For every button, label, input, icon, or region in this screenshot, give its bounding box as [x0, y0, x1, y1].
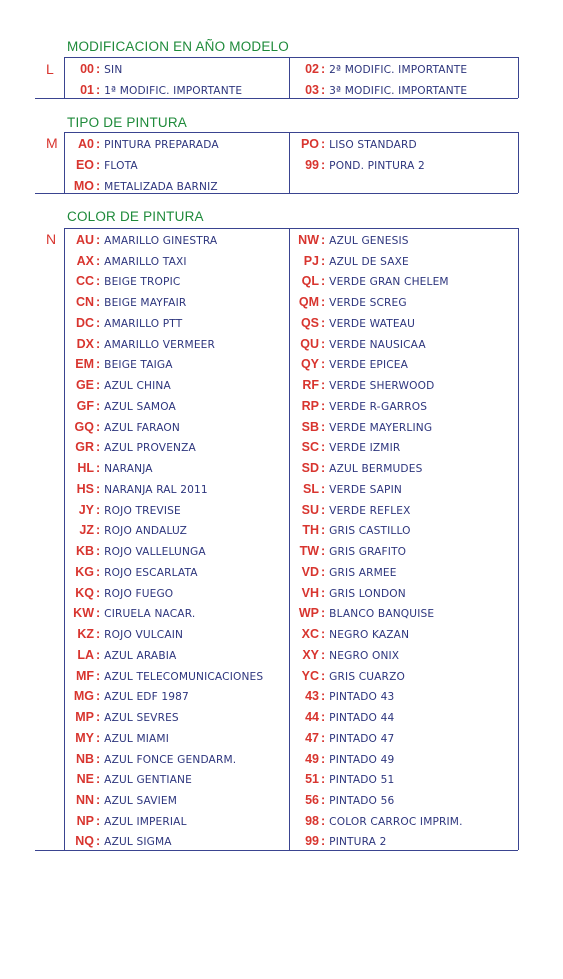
code-description: VERDE EPICEA [329, 359, 409, 371]
code-separator: : [321, 586, 326, 600]
section-letter-tipo: M [46, 135, 58, 151]
code-entry [70, 602, 195, 622]
code-description: NEGRO KAZAN [329, 629, 410, 641]
code-entry [294, 789, 394, 809]
code-separator: : [321, 731, 326, 745]
code-separator: : [321, 83, 326, 97]
code-description: AZUL BERMUDES [329, 463, 423, 475]
code-description: VERDE WATEAU [329, 318, 415, 330]
code-separator: : [96, 83, 101, 97]
code-separator: : [321, 710, 326, 724]
code-separator: : [96, 316, 101, 330]
code-entry [70, 291, 186, 311]
color-code: KQ [75, 586, 94, 600]
color-code: AU [75, 233, 94, 247]
code-entry [70, 79, 242, 99]
frame-right-tipo [518, 132, 519, 193]
color-code: XY [302, 648, 319, 662]
frame-left-modificacion [64, 57, 65, 98]
code-entry [294, 685, 394, 705]
color-code: 47 [305, 731, 319, 745]
code-description: PINTADO 51 [329, 774, 395, 786]
code-separator: : [96, 814, 101, 828]
color-code: NN [75, 793, 94, 807]
code-description: AZUL SAMOA [104, 401, 176, 413]
color-code: LA [77, 648, 94, 662]
code-entry [294, 374, 434, 394]
code-description: AZUL GENTIANE [104, 774, 192, 786]
code-entry [294, 810, 463, 830]
code-entry [70, 685, 189, 705]
color-code: NP [76, 814, 94, 828]
color-code: KW [73, 606, 94, 620]
color-code: HL [77, 461, 94, 475]
code-description: AZUL PROVENZA [104, 442, 196, 454]
code-separator: : [321, 523, 326, 537]
color-code: YC [301, 669, 319, 683]
frame-left-color [64, 228, 65, 850]
code-separator: : [321, 399, 326, 413]
color-code: CN [75, 295, 94, 309]
color-code: QS [300, 316, 319, 330]
code-description: AZUL ARABIA [104, 650, 177, 662]
frame-left-tipo [64, 132, 65, 193]
code-description: POND. PINTURA 2 [329, 160, 425, 172]
color-code: XC [301, 627, 319, 641]
frame-right-modificacion [518, 57, 519, 98]
color-code: KB [75, 544, 94, 558]
code-entry [294, 602, 434, 622]
code-separator: : [321, 316, 326, 330]
section-title-tipo: TIPO DE PINTURA [67, 115, 188, 130]
color-code: 01 [80, 83, 94, 97]
code-entry [294, 830, 386, 850]
color-code: SU [301, 503, 319, 517]
code-entry [70, 436, 196, 456]
code-description: VERDE SHERWOOD [329, 380, 435, 392]
code-separator: : [321, 357, 326, 371]
code-description: ROJO TREVISE [104, 505, 181, 517]
code-description: 1ª MODIFIC. IMPORTANTE [104, 85, 243, 97]
code-entry [294, 519, 411, 539]
color-code: DC [75, 316, 94, 330]
code-separator: : [96, 565, 101, 579]
code-separator: : [96, 586, 101, 600]
code-separator: : [96, 544, 101, 558]
code-description: AZUL SIGMA [104, 836, 172, 848]
code-entry [294, 748, 394, 768]
code-description: GRIS ARMEE [329, 567, 397, 579]
code-separator: : [96, 179, 101, 193]
code-entry [294, 540, 406, 560]
code-entry [294, 582, 406, 602]
code-entry [70, 706, 179, 726]
color-code: SB [301, 420, 319, 434]
color-code: GE [75, 378, 94, 392]
code-entry [294, 58, 467, 78]
code-description: AZUL TELECOMUNICACIONES [104, 671, 264, 683]
code-description: PINTADO 49 [329, 754, 395, 766]
code-separator: : [96, 503, 101, 517]
code-separator: : [96, 523, 101, 537]
code-separator: : [96, 233, 101, 247]
code-separator: : [96, 274, 101, 288]
code-description: VERDE MAYERLING [329, 422, 433, 434]
code-entry [70, 540, 206, 560]
color-code: 02 [305, 62, 319, 76]
color-code: EM [75, 357, 94, 371]
color-code: QU [300, 337, 319, 351]
code-entry [294, 499, 411, 519]
code-description: ROJO ANDALUZ [104, 525, 188, 537]
code-description: VERDE REFLEX [329, 505, 411, 517]
code-entry [70, 154, 138, 174]
code-description: VERDE GRAN CHELEM [329, 276, 449, 288]
code-separator: : [321, 814, 326, 828]
code-entry [70, 830, 172, 850]
code-separator: : [321, 544, 326, 558]
code-separator: : [321, 752, 326, 766]
code-entry [70, 133, 219, 153]
color-code: CC [75, 274, 94, 288]
code-description: PINTADO 47 [329, 733, 395, 745]
code-entry [70, 395, 176, 415]
code-separator: : [96, 337, 101, 351]
code-description: AMARILLO PTT [104, 318, 183, 330]
code-description: BEIGE TROPIC [104, 276, 181, 288]
code-entry [294, 478, 402, 498]
color-code: VD [301, 565, 319, 579]
code-description: VERDE SCREG [329, 297, 407, 309]
code-description: PINTURA PREPARADA [104, 139, 219, 151]
code-description: AZUL IMPERIAL [104, 816, 187, 828]
code-entry [70, 623, 183, 643]
code-separator: : [321, 669, 326, 683]
code-entry [294, 395, 427, 415]
code-separator: : [321, 158, 326, 172]
color-code: NW [298, 233, 319, 247]
color-code: PJ [303, 254, 319, 268]
code-description: AZUL SEVRES [104, 712, 179, 724]
code-separator: : [96, 669, 101, 683]
code-entry [294, 561, 397, 581]
code-separator: : [96, 378, 101, 392]
code-description: LISO STANDARD [329, 139, 417, 151]
code-entry [294, 229, 409, 249]
code-separator: : [321, 565, 326, 579]
code-entry [70, 250, 187, 270]
code-separator: : [321, 420, 326, 434]
code-description: AZUL SAVIEM [104, 795, 178, 807]
code-description: AMARILLO GINESTRA [104, 235, 218, 247]
code-description: METALIZADA BARNIZ [104, 181, 218, 193]
bottom-rule-color [35, 850, 518, 851]
code-separator: : [96, 752, 101, 766]
code-description: NEGRO ONIX [329, 650, 400, 662]
color-code: DX [76, 337, 94, 351]
code-entry [70, 175, 218, 195]
code-entry [294, 768, 394, 788]
section-title-modificacion: MODIFICACION EN AÑO MODELO [67, 39, 289, 54]
color-code: 51 [305, 772, 319, 786]
color-code: MG [73, 689, 94, 703]
color-code: NB [75, 752, 94, 766]
code-entry [294, 665, 405, 685]
code-description: GRIS CASTILLO [329, 525, 411, 537]
color-code: 43 [305, 689, 319, 703]
code-entry [70, 768, 192, 788]
code-separator: : [96, 834, 101, 848]
code-description: BLANCO BANQUISE [329, 608, 435, 620]
code-description: AMARILLO VERMEER [104, 339, 216, 351]
code-description: ROJO ESCARLATA [104, 567, 198, 579]
code-description: PINTADO 44 [329, 712, 395, 724]
color-code: JY [78, 503, 94, 517]
code-entry [294, 457, 422, 477]
code-separator: : [96, 648, 101, 662]
code-description: AZUL CHINA [104, 380, 171, 392]
code-separator: : [321, 772, 326, 786]
color-code: QM [298, 295, 319, 309]
color-code: 44 [305, 710, 319, 724]
code-description: VERDE NAUSICAA [329, 339, 426, 351]
code-description: NARANJA RAL 2011 [104, 484, 208, 496]
color-code: GF [76, 399, 94, 413]
color-code: SC [301, 440, 319, 454]
code-separator: : [321, 627, 326, 641]
code-description: VERDE SAPIN [329, 484, 402, 496]
column-divider-color [289, 228, 290, 850]
code-separator: : [321, 606, 326, 620]
code-entry [70, 499, 181, 519]
color-code: 99 [305, 158, 319, 172]
color-code: 56 [305, 793, 319, 807]
color-code: TW [299, 544, 319, 558]
code-entry [70, 58, 122, 78]
color-code: MF [75, 669, 94, 683]
code-entry [70, 748, 236, 768]
color-code: JZ [79, 523, 94, 537]
color-code: 03 [305, 83, 319, 97]
code-separator: : [96, 606, 101, 620]
column-divider-tipo [289, 132, 290, 193]
frame-right-color [518, 228, 519, 850]
code-description: 2ª MODIFIC. IMPORTANTE [329, 64, 468, 76]
color-code: MP [75, 710, 94, 724]
code-description: AZUL FONCE GENDARM. [104, 754, 237, 766]
code-separator: : [321, 274, 326, 288]
code-description: AZUL DE SAXE [329, 256, 409, 268]
code-entry [70, 333, 215, 353]
color-code: GQ [74, 420, 94, 434]
code-separator: : [321, 503, 326, 517]
code-description: AMARILLO TAXI [104, 256, 187, 268]
code-entry [294, 353, 408, 373]
color-code: RP [301, 399, 319, 413]
code-separator: : [96, 158, 101, 172]
color-code: SD [301, 461, 319, 475]
code-entry [294, 154, 425, 174]
code-description: FLOTA [104, 160, 138, 172]
code-entry [70, 727, 169, 747]
code-entry [294, 706, 394, 726]
code-separator: : [96, 627, 101, 641]
code-entry [70, 312, 182, 332]
code-entry [294, 270, 449, 290]
code-separator: : [321, 295, 326, 309]
code-description: PINTADO 56 [329, 795, 395, 807]
color-code: HS [76, 482, 94, 496]
code-separator: : [96, 793, 101, 807]
code-entry [70, 644, 176, 664]
code-separator: : [321, 793, 326, 807]
code-separator: : [321, 482, 326, 496]
code-entry [70, 561, 198, 581]
code-description: GRIS GRAFITO [329, 546, 407, 558]
section-letter-modificacion: L [46, 61, 54, 77]
code-description: ROJO VULCAIN [104, 629, 184, 641]
color-code: WP [298, 606, 319, 620]
code-description: NARANJA [104, 463, 153, 475]
color-code: PO [300, 137, 319, 151]
code-separator: : [96, 461, 101, 475]
color-code: VH [301, 586, 319, 600]
code-description: PINTADO 43 [329, 691, 395, 703]
code-entry [294, 79, 467, 99]
section-letter-color: N [46, 231, 57, 247]
code-separator: : [321, 461, 326, 475]
code-entry [294, 291, 407, 311]
code-description: BEIGE TAIGA [104, 359, 173, 371]
code-entry [70, 457, 153, 477]
code-description: COLOR CARROC IMPRIM. [329, 816, 463, 828]
code-entry [70, 665, 263, 685]
code-entry [294, 133, 417, 153]
color-code: RF [302, 378, 319, 392]
code-separator: : [321, 337, 326, 351]
code-description: ROJO FUEGO [104, 588, 174, 600]
code-entry [70, 478, 208, 498]
color-code: KG [75, 565, 94, 579]
code-separator: : [96, 357, 101, 371]
code-separator: : [96, 62, 101, 76]
code-entry [70, 374, 171, 394]
code-entry [70, 353, 173, 373]
code-description: AZUL FARAON [104, 422, 180, 434]
color-code: QY [300, 357, 319, 371]
code-description: GRIS LONDON [329, 588, 406, 600]
color-code: AX [76, 254, 94, 268]
code-separator: : [96, 482, 101, 496]
code-entry [70, 582, 173, 602]
color-code: 49 [305, 752, 319, 766]
code-separator: : [321, 648, 326, 662]
code-entry [70, 416, 180, 436]
code-description: 3ª MODIFIC. IMPORTANTE [329, 85, 468, 97]
section-title-color: COLOR DE PINTURA [67, 209, 204, 224]
code-description: SIN [104, 64, 123, 76]
code-description: AZUL EDF 1987 [104, 691, 189, 703]
code-description: VERDE R-GARROS [329, 401, 428, 413]
color-code: KZ [77, 627, 94, 641]
color-code: NE [76, 772, 94, 786]
code-entry [294, 312, 415, 332]
code-description: VERDE IZMIR [329, 442, 401, 454]
code-separator: : [321, 689, 326, 703]
color-code: TH [302, 523, 319, 537]
color-code: NQ [75, 834, 94, 848]
code-separator: : [321, 834, 326, 848]
code-entry [70, 270, 180, 290]
code-separator: : [96, 689, 101, 703]
code-separator: : [321, 233, 326, 247]
color-code: 98 [305, 814, 319, 828]
color-code: SL [303, 482, 319, 496]
code-separator: : [96, 772, 101, 786]
code-separator: : [96, 420, 101, 434]
code-entry [294, 333, 426, 353]
code-separator: : [96, 137, 101, 151]
code-entry [70, 229, 217, 249]
code-entry [294, 436, 400, 456]
color-code: 00 [80, 62, 94, 76]
color-code: QL [301, 274, 319, 288]
code-entry [294, 623, 409, 643]
color-code: A0 [78, 137, 94, 151]
code-separator: : [96, 254, 101, 268]
code-separator: : [96, 399, 101, 413]
code-separator: : [321, 62, 326, 76]
code-separator: : [96, 440, 101, 454]
code-description: PINTURA 2 [329, 836, 387, 848]
code-description: AZUL MIAMI [104, 733, 169, 745]
code-entry [294, 644, 399, 664]
code-separator: : [96, 295, 101, 309]
code-entry [70, 789, 177, 809]
code-entry [294, 250, 409, 270]
code-separator: : [321, 378, 326, 392]
code-separator: : [321, 440, 326, 454]
color-code: GR [75, 440, 94, 454]
color-code: MY [75, 731, 94, 745]
code-entry [294, 727, 394, 747]
code-description: GRIS CUARZO [329, 671, 405, 683]
code-description: BEIGE MAYFAIR [104, 297, 187, 309]
color-code: 99 [305, 834, 319, 848]
code-entry [70, 810, 187, 830]
code-separator: : [321, 137, 326, 151]
color-code: EO [75, 158, 94, 172]
color-code: MO [73, 179, 94, 193]
code-separator: : [96, 710, 101, 724]
column-divider-modificacion [289, 57, 290, 98]
code-description: ROJO VALLELUNGA [104, 546, 206, 558]
code-separator: : [321, 254, 326, 268]
code-separator: : [96, 731, 101, 745]
code-description: CIRUELA NACAR. [104, 608, 196, 620]
code-entry [294, 416, 432, 436]
code-entry [70, 519, 187, 539]
code-description: AZUL GENESIS [329, 235, 409, 247]
